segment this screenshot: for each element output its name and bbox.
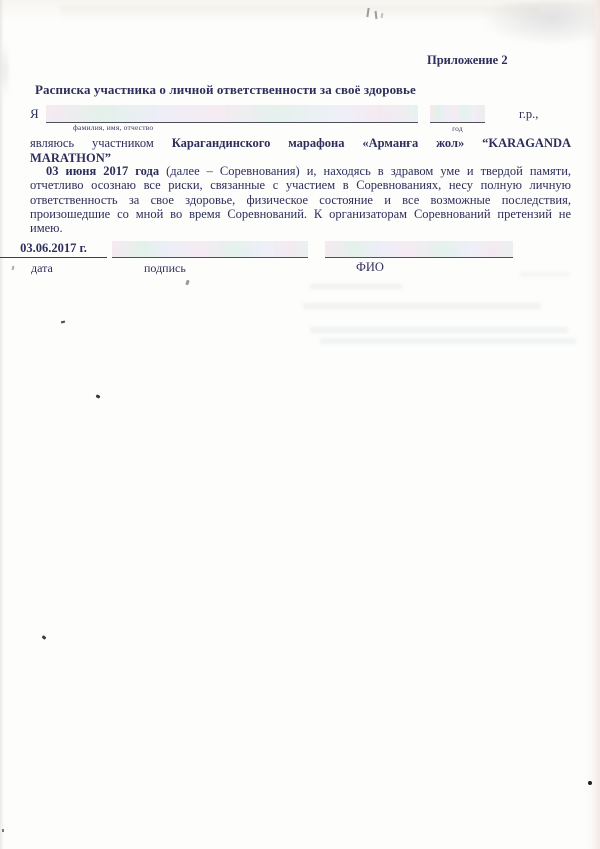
declaration-paragraph [30,164,571,235]
name-field-caption: фамилия, имя, отчество [73,123,154,132]
scan-smudge-left-edge [0,40,10,100]
event-name-english-part2: MARATHON” [30,151,112,165]
document-title: Расписка участника о личной ответственности за своё здоровье [35,82,416,97]
date-field-value: 03.06.2017 г. [0,241,107,258]
declaration-text: (далее – Соревнования) и, находясь в здравом уме и твердой памяти, отчетливо осознаю все риски, связанные с участием в Соревнованиях, несу полную личную ответственность за свое здоровье, физическое состояние и все возможные последствия, произошедшие со мной во время Соревнований. К организаторам Соревнований претензий не имею. [30,164,572,236]
full-name-label: ФИО [356,260,384,274]
membership-line [30,136,571,151]
scan-smudge-top-center [60,6,540,20]
pronoun-text: Я [30,106,39,121]
scan-smudge-top-right [485,2,595,44]
birth-suffix-text: г.р., [519,107,539,121]
event-name-english-part1: “KARAGANDA [482,136,572,150]
ink-speck [42,635,47,640]
annex-label: Приложение 2 [427,53,508,67]
pen-tick-mark [375,11,378,19]
bleed-through-line [310,327,568,333]
date-label: дата [31,261,53,275]
event-date-text: 03 июня 2017 года [46,164,160,178]
ink-speck [588,781,592,785]
pen-tick-mark [380,13,383,18]
event-name-russian: Карагандинского марафона «Арманға жол» [171,136,465,150]
ink-speck [12,266,15,270]
bleed-through-line [320,338,576,344]
signature-label: подпись [144,261,186,275]
membership-lead-text: являюсь участником [30,136,154,150]
signature-blank-field [112,241,308,258]
name-blank-field [46,105,418,123]
ink-speck [185,280,190,286]
ink-speck [2,829,4,832]
full-name-blank-field [325,241,513,258]
bleed-through-line [310,284,402,289]
birth-year-blank-field [430,105,485,123]
ink-speck [96,394,101,399]
bleed-through-line [303,303,541,309]
ink-speck [61,321,65,324]
year-field-caption: год [452,124,463,133]
bleed-through-line [520,272,570,277]
pen-tick-mark [366,8,369,17]
